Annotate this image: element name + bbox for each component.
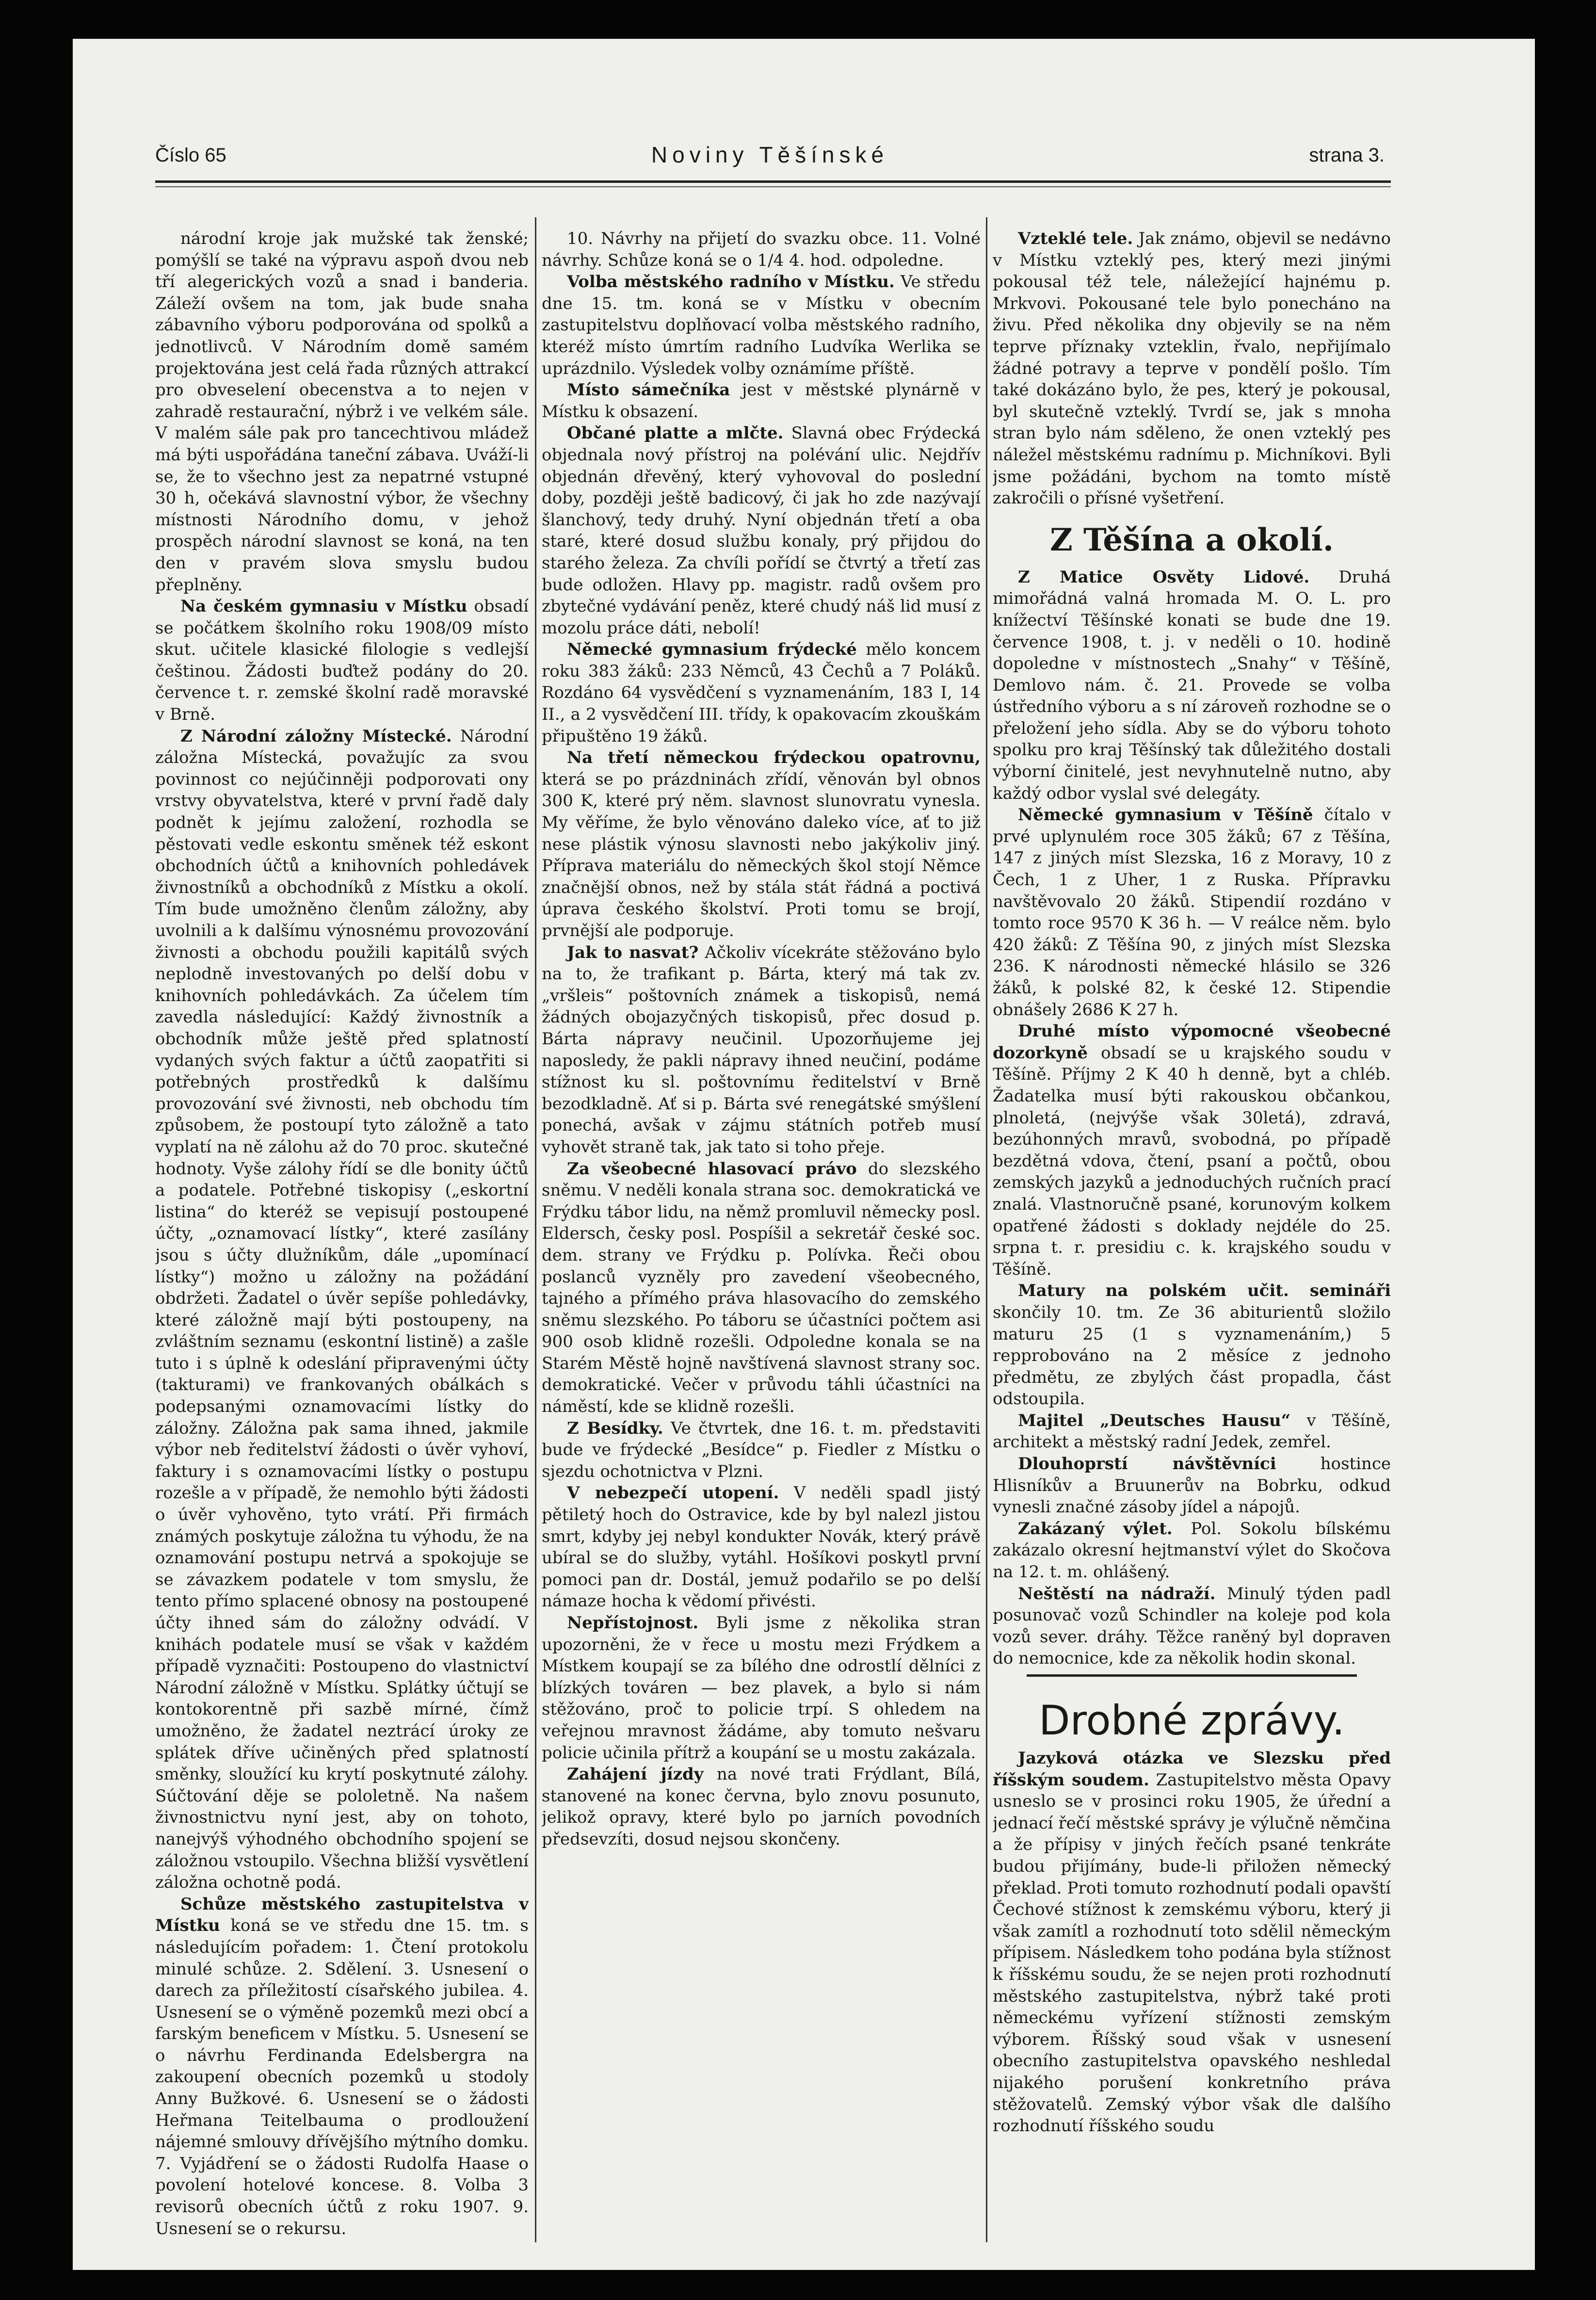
article-headline: Volba městského radního v Místku.	[567, 272, 895, 292]
article-headline: Jazyková otázka ve Slezsku před říšským soudem.	[993, 1749, 1391, 1790]
article-paragraph	[993, 1453, 1391, 1518]
article-headline: Zakázaný výlet.	[1018, 1519, 1173, 1539]
article-text: V neděli spadl jistý pětiletý hoch do Ostravice, kde by byl nalezl jistou smrt, kdyby jej nebyl kondukter Novák, který právě ubíral se do služby, vytáhl. Hošíkovi poskytl první pomoci pan dr. Dostál, jemuž podařilo se po delší námaze hocha k vědomí přivésti.	[542, 1483, 981, 1611]
article-text: 10. Návrhy na přijetí do svazku obce. 11. Volné návrhy. Schůze koná se o 1/4 4. hod. odpoledne.	[542, 229, 981, 270]
article-paragraph	[993, 567, 1391, 805]
article-paragraph	[542, 422, 981, 639]
article-text: Národní záložna Místecká, považujíc za svou povinnost co nejúčinněji podporovati ony vrstvy obyvatelstva, které v první řadě daly podnět k jejímu založení, rozhodla se pěstovati vedle eskontu směnek též eskont obchodních účtů a knihovních pohledávek živnostníků a obchodníků z Místku a okolí. Tím bude umožněno členům záložny, aby uvolnili a k dalšímu výnosnému provozování živnosti a obchodu použili kapitálů svých neplodně investovaných po delší dobu v knihovních pohledávkách. Za účelem tím zavedla následující: Každý živnostník a obchodník může ještě před splatností vydaných svých faktur a účtů zaopatřiti si potřebných prostředků k dalšímu provozování své živnosti, neb obchodu tím způsobem, že postoupí tyto záložně a tato vyplatí na ně zálohu až do 70 proc. skutečné hodnoty. Vyše zálohy řídí se dle bonity účtů a podatele. Potřebné tiskopisy („eskortní listina“ do kteréž se vepisují postoupené účty, „oznamovací lístky“, které zasílány jsou s účty dlužníkům, dále „upomínací lístky“) možno u záložny na požádání obdržeti. Žadatel o úvěr sepíše pohledávky, které záložně mají býti postoupeny, na zvláštním seznamu (eskontní listině) a zašle tuto i s úplně k odeslání připravenými účty (takturami) ve frankovaných obálkách s podepsanými oznamovacími lístky do záložny. Záložna pak sama ihned, jakmile výbor neb ředitelství žádosti o úvěr vyhoví, faktury i s oznamovacími lístky o postupu rozešle a v případě, že nemohlo býti žádosti o úvěr vyhověno, tyto vrátí. Při firmách známých poskytuje záložna tu výhodu, že na oznamování postupu netrvá a spokojuje se se závazkem podatele v tom smyslu, že tento přímo splacené obnosy na postoupené účty ihned sám do záložny odvádí. V knihách podatele musí se však v každém případě vyznačiti: Postoupeno do vlastnictví Národní záložně v Místku. Splátky účtují se kontokorentně při sazbě mírné, čímž umožněno, že žadatel neztrácí úroky ze splátek dříve učiněných před splatností směnky, sloužící ku krytí poskytnuté zálohy. Súčtování děje se pololetně. Na našem živnostnictvu nyní jest, aby on tohoto, nanejvýš výhodného obchodního spojení se záložnou vstoupilo. Všechna bližší vysvětlení záložna ochotně podá.	[155, 726, 529, 1893]
column-3-tesin-articles	[993, 567, 1391, 1669]
article-paragraph	[993, 1518, 1391, 1583]
section-heading-drobne: Drobné zprávy.	[1038, 1697, 1345, 1744]
article-text: skončily 10. tm. Ze 36 abiturientů složilo maturu 25 (1 s vyznamenáním,) 5 repprobováno na 2 měsíce z jednoho předmětu, ze zbylých část propadla, část odstoupila.	[993, 1302, 1391, 1409]
article-paragraph	[542, 1418, 981, 1483]
article-headline: Na českém gymnasiu v Místku	[180, 597, 468, 616]
section-separator	[1027, 1674, 1357, 1677]
article-text: čítalo v prvé uplynulém roce 305 žáků; 67 z Těšína, 147 z jiných míst Slezska, 16 z Moravy, 10 z Čech, 1 z Uher, 1 z Ruska. Přípravku navštěvovalo 20 žáků. Stipendií rozdáno v tomto roce 9570 K 36 h. — V reálce něm. bylo 420 žáků: Z Těšína 90, z jiných míst Slezska 236. K národnosti německé hlásilo se 326 žáků, k polské 82, k české 12. Stipendie obnášely 2686 K 27 h.	[993, 805, 1391, 1020]
article-text: obsadí se u krajského soudu v Těšíně. Příjmy 2 K 40 h denně, byt a chléb. Žadatelka musí býti rakouskou občankou, plnoletá, (nejvýše však 30letá), zdravá, bezúhonných mravů, svobodná, po případě bezdětná vdova, čtení, psaní a počtů, obou zemských jazyků a jednoduchých ručních prací znalá. Vlastnoručně psané, korunovým kolkem opatřené žádosti s doklady nejdéle do 25. srpna t. r. presidiu c. k. krajského soudu v Těšíně.	[993, 1043, 1391, 1279]
article-paragraph	[155, 596, 529, 726]
column-rule-1	[535, 217, 536, 2242]
article-paragraph	[542, 1764, 981, 1850]
article-headline: Zahájení jízdy	[567, 1765, 704, 1784]
column-3-drobne-articles	[993, 1748, 1391, 2137]
article-text: na nové trati Frýdlant, Bílá, stanovené na konec června, bylo znovu posunuto, jelikož opravy, které bylo po jarních povodních předsevzíti, dosud nejsou skončeny.	[542, 1765, 981, 1849]
article-paragraph	[542, 639, 981, 747]
article-paragraph	[155, 726, 529, 1894]
article-headline: Neštěstí na nádraží.	[1018, 1584, 1216, 1604]
article-headline: Dlouhoprstí návštěvníci	[1018, 1454, 1276, 1474]
article-headline: Schůze městského zastupitelstva v Místku	[155, 1894, 529, 1936]
article-paragraph	[155, 228, 529, 596]
column-1	[155, 228, 529, 2245]
article-headline: Matury na polském učit. semináři	[1018, 1281, 1391, 1301]
article-headline: V nebezpečí utopení.	[567, 1483, 779, 1503]
article-text: Slavná obec Frýdecká objednala nový přístroj na polévání ulic. Nejdřív objednán dřevěný, který vyhovoval do poslední doby, později ještě badicový, či jak ho zde nazývají šlanchový, tedy druhý. Nyní objednán třetí a oba staré, které dosud službu konaly, prý přijdou do starého železa. Za chvíli pořídí se čtvrtý a třetí zas bude odložen. Hlavy pp. magistr. radů ovšem pro zbytečné vydávání peněz, které chudý náš lid musí z mozolu práce dáti, nebolí!	[542, 423, 981, 638]
article-headline: Z Národní záložny Místecké.	[180, 726, 452, 746]
newspaper-title: Noviny Těšínské	[651, 142, 889, 167]
article-paragraph	[993, 1020, 1391, 1280]
article-paragraph	[993, 1410, 1391, 1453]
article-headline: Druhé místo výpomocné všeobecné dozorkyně	[993, 1021, 1391, 1063]
header-rule-thin	[155, 186, 1391, 187]
article-headline: Místo sámečníka	[567, 380, 730, 400]
article-paragraph	[542, 1158, 981, 1418]
article-headline: Německé gymnasium frýdecké	[567, 640, 857, 660]
article-text: do slezského sněmu. V neděli konala strana soc. demokratická ve Frýdku tábor lidu, na němž promluvil německy posl. Eldersch, česky posl. Pospíšil a sekretář české soc. dem. strany ve Frýdku p. Polívka. Řeči obou poslanců vyzněly pro zavedení všeobecného, tajného a přímého práva hlasovacího do zemského sněmu slezského. Po táboru se účastníci počtem asi 900 osob klidně rozešli. Odpoledne konala se na Starém Městě hojně navštívená slavnost strany soc. demokratické. Večer v průvodu táhli účastníci na náměstí, kde se klidně rozešli.	[542, 1159, 981, 1417]
article-text: Minulý týden padl posunovač vozů Schindler na koleje pod kola vozů sever. dráhy. Těžce raněný byl dopraven do nemocnice, kde za několik hodin skonal.	[993, 1584, 1391, 1668]
header-rule	[155, 180, 1391, 183]
column-rule-2	[986, 217, 987, 2242]
column-3	[993, 228, 1391, 2245]
article-paragraph	[542, 1612, 981, 1764]
article-text: Pol. Sokolu bílskému zakázalo okresní hejtmanství výlet do Skočova na 12. t. m. ohlášený.	[993, 1519, 1391, 1582]
article-headline: Z Besídky.	[567, 1418, 663, 1438]
article-headline: Občané platte a mlčte.	[567, 423, 784, 443]
article-paragraph	[542, 271, 981, 379]
article-paragraph	[993, 1280, 1391, 1410]
article-headline: Za všeobecné hlasovací právo	[567, 1159, 857, 1179]
article-text: Ve středu dne 15. tm. koná se v Místku v obecním zastupitelstvu doplňovací volba městského radního, kteréž místo úmrtím radního Ludvíka Werlika se uprázdnilo. Výsledek volby oznámíme příště.	[542, 272, 981, 378]
article-text: mělo koncem roku 383 žáků: 233 Němců, 43 Čechů a 7 Poláků. Rozdáno 64 vysvědčení s vyznamenáním, 183 I, 14 II., a 2 vysvědčení III. třídy, k opakovacím zkouškám připuštěno 19 žáků.	[542, 640, 981, 746]
article-text: hostince Hlisníkův a Bruunerův na Bobrku, odkud vynesli značné zásoby jídel a nápojů.	[993, 1454, 1391, 1517]
article-paragraph	[993, 228, 1391, 509]
article-text: koná se ve středu dne 15. tm. s následujícím pořadem: 1. Čtení protokolu minulé schůze. 2. Sdělení. 3. Usnesení o darech za příležitostí císařského jubilea. 4. Usnesení se o výměně pozemků mezi obcí a farským beneficem v Místku. 5. Usnesení se o návrhu Ferdinanda Edelsbergra na zakoupení obecních pozemků u stodoly Anny Bužkové. 6. Usnesení se o žádosti Heřmana Teitelbauma o prodloužení nájemné smlouvy dřívějšího mýtního domku. 7. Vyjádření se o žádosti Rudolfa Haase o povolení hotelové koncese. 8. Volba 3 revisorů obecních účtů z roku 1907. 9. Usnesení se o rekursu.	[155, 1916, 529, 2238]
article-text: národní kroje jak mužské tak ženské; pomýšlí se také na výpravu aspoň dvou neb tří alegerických vozů a snad i banderia. Záleží ovšem na tom, jak bude snaha zábavního výboru podporována od spolků a jednotlivců. V Národním domě samém projektována jest celá řada různých attrakcí pro obveselení obecenstva a to nejen v zahradě restaurační, nýbrž i ve velkém sále. V malém sále pak pro tancechtivou mládež má býti uspořádána taneční zábava. Uváží-li se, že to všechno jest za nepatrné vstupné 30 h, očekává slavnostní výbor, že všechny místnosti Národního domu, v jehož prospěch národní slavnost se koná, na ten den v pravém slova smyslu budou přeplněny.	[155, 229, 529, 595]
column-3-top-articles	[993, 228, 1391, 509]
article-headline: Jak to nasvat?	[567, 942, 699, 962]
article-paragraph	[542, 1482, 981, 1612]
article-text: Ve čtvrtek, dne 16. t. m. představiti bude ve frýdecké „Besídce“ p. Fiedler z Místku o sjezdu ochotnictva v Plzni.	[542, 1418, 981, 1481]
page-number: strana 3.	[1309, 145, 1385, 166]
page-header	[155, 140, 1385, 178]
article-text: Byli jsme z několika stran upozorněni, že v řece u mostu mezi Frýdkem a Místkem koupají se za bílého dne odrostlí dělníci z blízkých továren — bez plavek, a bylo si nám stěžováno, proč to policie trpí. S ohledem na veřejnou mravnost žádáme, aby tomuto nešvaru policie učinila přítrž a koupání se u mostu zakázala.	[542, 1613, 981, 1763]
article-paragraph	[993, 1748, 1391, 2137]
article-paragraph	[542, 747, 981, 941]
article-headline: Na třetí německou frýdeckou opatrovnu,	[567, 748, 981, 768]
article-paragraph	[993, 804, 1391, 1020]
article-text: Jak známo, objevil se nedávno v Místku vzteklý pes, který mezi jinými pokousal též tele, náležející hajnému p. Mrkvovi. Pokousané tele bylo ponecháno na živu. Před několika dny objevily se na něm teprve příznaky vzteklin, řvalo, nepřijímalo žádné potravy a teprve v pondělí pošlo. Tím také dokázáno bylo, že pes, který je pokousal, byl skutečně vzteklý. Tvrdí se, jak s mnoha stran bylo nám sděleno, že onen vzteklý pes náležel městskému radnímu p. Michníkovi. Byli jsme požádáni, bychom na tomto místě zakročili o přísné vyšetření.	[993, 229, 1391, 508]
article-paragraph	[993, 1583, 1391, 1669]
issue-number: Číslo 65	[155, 145, 226, 166]
article-text: jest v městské plynárně v Místku k obsazení.	[542, 380, 981, 421]
article-headline: Vzteklé tele.	[1018, 229, 1133, 248]
article-paragraph	[542, 228, 981, 271]
article-text: Druhá mimořádná valná hromada M. O. L. pro knížectví Těšínské konati se bude dne 19. července 1908, t. j. v neděli o 10. hodině dopoledne v místnostech „Snahy“ v Těšíně, Demlovo nám. č. 21. Provede se volba ústředního výboru a s ní zároveň rozhodne se o přeložení jeho sídla. Aby se do výboru tohoto spolku pro kraj Těšínský tak důležitého dostali výborní činitelé, jest nevyhnutelně nutno, aby každý odbor vyslal své delegáty.	[993, 567, 1391, 803]
article-headline: Majitel „Deutsches Hausu“	[1018, 1410, 1291, 1430]
article-text: která se po prázdninách zřídí, věnován byl obnos 300 K, které prý něm. slavnost slunovratu vynesla. My věříme, že bylo věnováno daleko více, ať to již nese plástik výnosu slavnosti nebo jakýkoliv jiný. Příprava materiálu do německých škol stojí Němce značnější obnos, než by stála stát řádná a poctivá úprava českého školství. Proti tomu se brojí, prvnější ale podporuje.	[542, 769, 981, 940]
article-headline: Z Matice Osvěty Lidové.	[1018, 567, 1310, 587]
article-headline: Německé gymnasium v Těšíně	[1018, 805, 1313, 825]
article-text: Zastupitelstvo města Opavy usneslo se v prosinci roku 1905, že úřední a jednací řečí městské správy je výlučně němčina a že přípisy v jiných řečích psané tenkráte budou přijímány, bude-li přiložen německý překlad. Proti tomuto rozhodnutí podali opavští Čechové stížnost k zemskému výboru, který ji však zamítl a rozhodnutí toto sdělil německým přípisem. Následkem toho podána byla stížnost k říšskému soudu, že se nejen proti rozhodnutí městského zastupitelstva, nýbrž také proti německému vyřízení stížnosti zemským výborem. Říšský soud však v usnesení obecního zastupitelstva opavského neshledal nijakého porušení konkretního práva stěžovatelů. Zemský výbor však dle dalšího rozhodnutí říšského soudu	[993, 1770, 1391, 2136]
article-text: obsadí se počátkem školního roku 1908/09 místo skut. učitele klasické filologie s vedlejší češtinou. Žádosti buďtež podány do 20. července t. r. zemské školní radě moravské v Brně.	[155, 597, 529, 725]
column-2	[542, 228, 981, 2245]
article-paragraph	[542, 379, 981, 422]
article-text: Ačkoliv vícekráte stěžováno bylo na to, že trafikant p. Bárta, který má tak zv. „vršleis“ poštovních známek a tiskopisů, nemá žádných obojazyčných tiskopisů, přec dosud p. Bárta nápravy neučinil. Upozorňujeme jej naposledy, že pakli nápravy ihned neučiní, podáme stížnost ku sl. poštovnímu ředitelství v Brně bezodkladně. Ať si p. Bárta své renegátské smýšlení ponechá, avšak v zájmu státních potřeb musí vyhovět straně tak, jak tato si toho přeje.	[542, 942, 981, 1157]
article-paragraph	[542, 942, 981, 1158]
article-text: v Těšíně, architekt a městský radní Jedek, zemřel.	[993, 1410, 1391, 1452]
article-headline: Nepřístojnost.	[567, 1613, 699, 1633]
article-paragraph	[155, 1894, 529, 2240]
section-heading-tesin: Z Těšína a okolí.	[1050, 521, 1334, 558]
